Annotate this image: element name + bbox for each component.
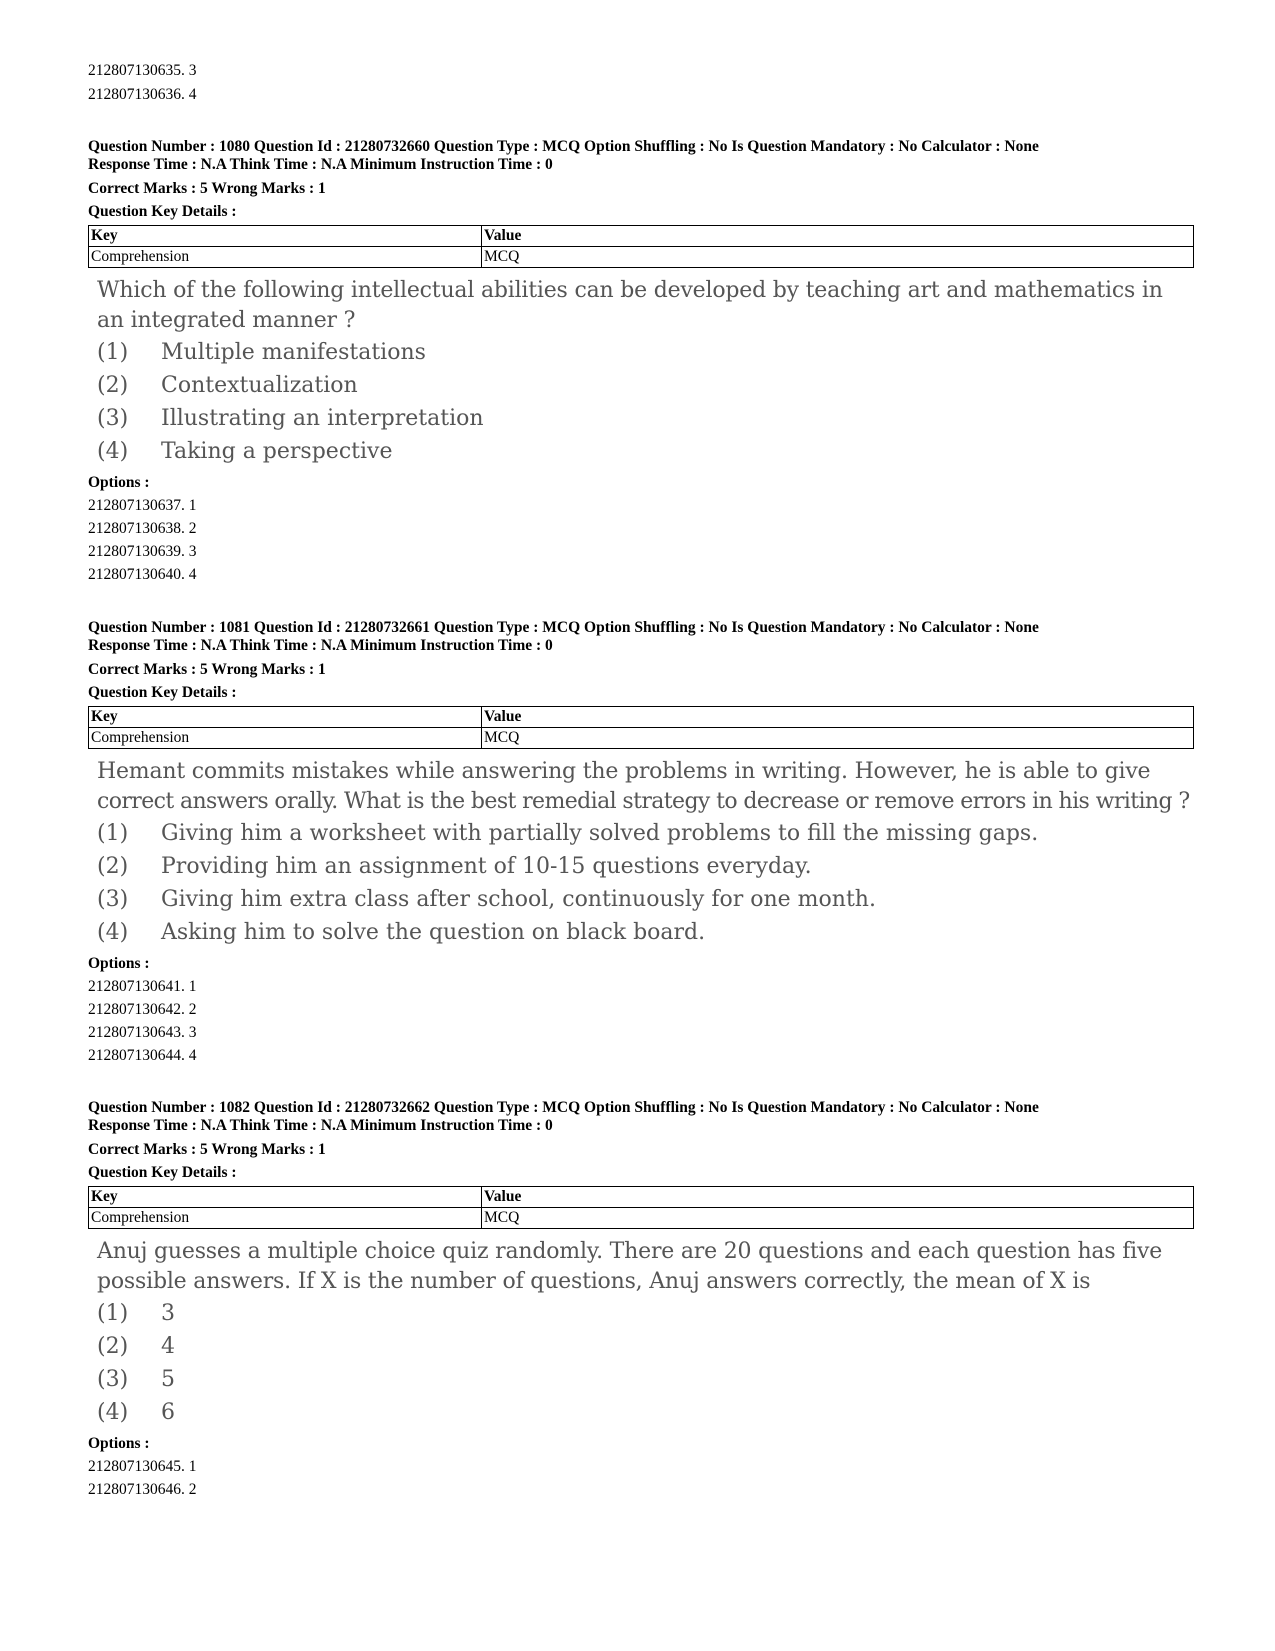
choice-item (97, 1297, 1207, 1330)
question-text (97, 757, 1207, 817)
choice-text: 3 (161, 1301, 175, 1326)
key-details-label: Question Key Details : (88, 203, 237, 220)
question-image (97, 276, 1207, 468)
choice-text: Asking him to solve the question on black board. (161, 920, 706, 945)
question-text (97, 276, 1207, 336)
key-details-table (88, 1186, 1194, 1229)
question-text-line: possible answers. If X is the number of questions, Anuj answers correctly, the mean of X is (97, 1269, 1091, 1294)
table-header-key: Key (89, 226, 482, 247)
choice-item (97, 1363, 1207, 1396)
question-text-line: an integrated manner ? (97, 308, 356, 333)
question-text-line: Hemant commits mistakes while answering the problems in writing. However, he is able to give (97, 759, 1151, 784)
choice-item (97, 883, 1207, 916)
question-header: Question Number : 1081 Question Id : 21280732661 Question Type : MCQ Option Shuffling : No Is Question Mandatory : No Calculator : None (88, 619, 1039, 636)
choice-text: Providing him an assignment of 10-15 questions everyday. (161, 854, 812, 879)
choice-text: Giving him extra class after school, continuously for one month. (161, 887, 876, 912)
option-line: 212807130637. 1 (88, 497, 197, 514)
table-cell-value: MCQ (482, 1208, 1194, 1229)
choice-item (97, 435, 1207, 468)
option-line: 212807130640. 4 (88, 566, 197, 583)
choice-number: (2) (97, 1334, 129, 1359)
table-cell-key: Comprehension (89, 1208, 482, 1229)
choice-item (97, 1330, 1207, 1363)
choice-number: (1) (97, 1301, 129, 1326)
question-marks: Correct Marks : 5 Wrong Marks : 1 (88, 1141, 326, 1158)
table-cell-key: Comprehension (89, 728, 482, 749)
option-line: 212807130644. 4 (88, 1047, 197, 1064)
table-cell-value: MCQ (482, 247, 1194, 268)
option-line: 212807130635. 3 (88, 62, 197, 79)
question-text-line: Which of the following intellectual abilities can be developed by teaching art and mathematics in (97, 278, 1163, 303)
question-timing: Response Time : N.A Think Time : N.A Minimum Instruction Time : 0 (88, 1117, 553, 1134)
options-label: Options : (88, 1435, 150, 1452)
table-cell-value: MCQ (482, 728, 1194, 749)
option-line: 212807130642. 2 (88, 1001, 197, 1018)
question-image (97, 757, 1207, 949)
question-marks: Correct Marks : 5 Wrong Marks : 1 (88, 661, 326, 678)
table-header-value: Value (482, 707, 1194, 728)
choice-item (97, 817, 1207, 850)
choice-item (97, 850, 1207, 883)
choice-text: Contextualization (161, 373, 358, 398)
choice-item (97, 369, 1207, 402)
choice-number: (4) (97, 439, 129, 464)
choice-number: (2) (97, 373, 129, 398)
option-line: 212807130645. 1 (88, 1458, 197, 1475)
choice-number: (3) (97, 887, 129, 912)
choice-text: Taking a perspective (161, 439, 393, 464)
choice-text: 4 (161, 1334, 175, 1359)
choice-number: (1) (97, 340, 129, 365)
choice-number: (3) (97, 406, 129, 431)
option-line: 212807130638. 2 (88, 520, 197, 537)
key-details-label: Question Key Details : (88, 1164, 237, 1181)
options-label: Options : (88, 955, 150, 972)
choice-number: (4) (97, 1400, 129, 1425)
table-header-value: Value (482, 1187, 1194, 1208)
key-details-label: Question Key Details : (88, 684, 237, 701)
question-header: Question Number : 1080 Question Id : 21280732660 Question Type : MCQ Option Shuffling : No Is Question Mandatory : No Calculator : None (88, 138, 1039, 155)
choice-text: Illustrating an interpretation (161, 406, 484, 431)
choice-item (97, 402, 1207, 435)
key-details-table (88, 225, 1194, 268)
question-text (97, 1237, 1207, 1297)
table-header-value: Value (482, 226, 1194, 247)
question-header: Question Number : 1082 Question Id : 21280732662 Question Type : MCQ Option Shuffling : No Is Question Mandatory : No Calculator : None (88, 1099, 1039, 1116)
question-text-line: Anuj guesses a multiple choice quiz randomly. There are 20 questions and each question has five (97, 1239, 1163, 1264)
question-text-line: correct answers orally. What is the best remedial strategy to decrease or remove errors in his writing ? (97, 789, 1190, 814)
option-line: 212807130643. 3 (88, 1024, 197, 1041)
choice-text: 6 (161, 1400, 175, 1425)
option-line: 212807130636. 4 (88, 86, 197, 103)
option-line: 212807130639. 3 (88, 543, 197, 560)
question-timing: Response Time : N.A Think Time : N.A Minimum Instruction Time : 0 (88, 637, 553, 654)
choice-text: 5 (161, 1367, 175, 1392)
table-header-key: Key (89, 707, 482, 728)
table-header-key: Key (89, 1187, 482, 1208)
choice-number: (3) (97, 1367, 129, 1392)
choice-text: Giving him a worksheet with partially solved problems to fill the missing gaps. (161, 821, 1039, 846)
options-label: Options : (88, 474, 150, 491)
choice-number: (1) (97, 821, 129, 846)
question-marks: Correct Marks : 5 Wrong Marks : 1 (88, 180, 326, 197)
choice-text: Multiple manifestations (161, 340, 426, 365)
choice-number: (4) (97, 920, 129, 945)
question-timing: Response Time : N.A Think Time : N.A Minimum Instruction Time : 0 (88, 156, 553, 173)
choice-item (97, 916, 1207, 949)
question-image (97, 1237, 1207, 1429)
table-cell-key: Comprehension (89, 247, 482, 268)
choice-number: (2) (97, 854, 129, 879)
choice-item (97, 336, 1207, 369)
choice-item (97, 1396, 1207, 1429)
key-details-table (88, 706, 1194, 749)
option-line: 212807130646. 2 (88, 1481, 197, 1498)
option-line: 212807130641. 1 (88, 978, 197, 995)
